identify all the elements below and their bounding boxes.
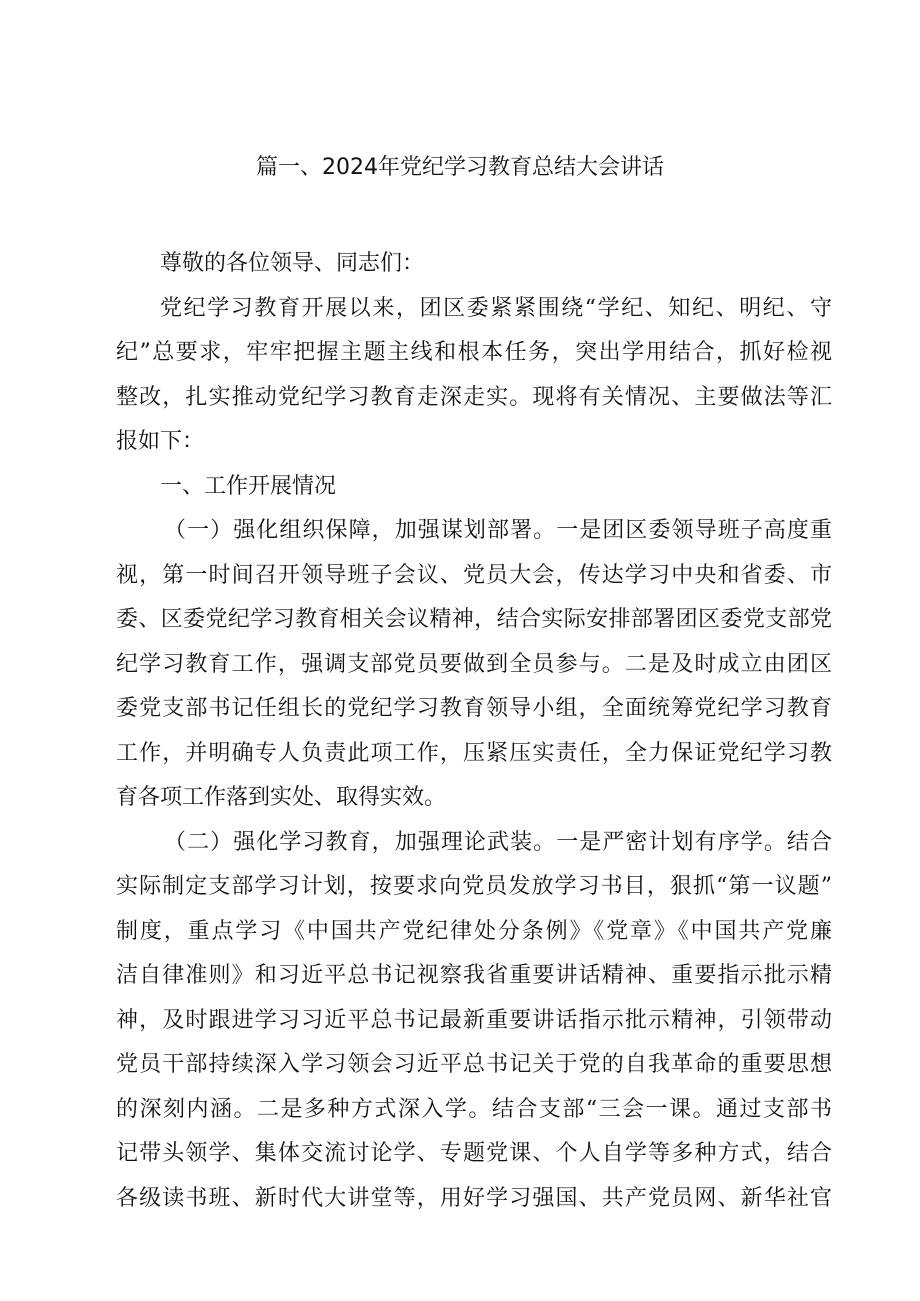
paragraph-line: 党员干部持续深入学习领会习近平总书记关于党的自我革命的重要思想 xyxy=(116,1052,832,1077)
paragraph-line: 报如下： xyxy=(116,429,205,454)
paragraph-line: 纪”总要求，牢牢把握主题主线和根本任务，突出学用结合，抓好检视 xyxy=(116,340,832,365)
paragraph-line: 各级读书班、新时代大讲堂等，用好学习强国、共产党员网、新华社官 xyxy=(116,1185,832,1211)
section-heading: 一、工作开展情况 xyxy=(160,473,337,499)
paragraph-line: 委党支部书记任组长的党纪学习教育领导小组，全面统筹党纪学习教育 xyxy=(116,696,832,721)
paragraph-line: 制度，重点学习《中国共产党纪律处分条例》《党章》《中国共产党廉 xyxy=(116,918,832,944)
paragraph-line: 育各项工作落到实处、取得实效。 xyxy=(116,785,447,810)
paragraph-line: 洁自律准则》和习近平总书记视察我省重要讲话精神、重要指示批示精 xyxy=(116,963,832,988)
salutation-line: 尊敬的各位领导、同志们： xyxy=(160,251,425,276)
document-title: 篇一、2024年党纪学习教育总结大会讲话 xyxy=(256,155,664,180)
paragraph-line: 的深刻内涵。二是多种方式深入学。结合支部“三会一课。通过支部书 xyxy=(116,1096,832,1122)
paragraph-line: 实际制定支部学习计划，按要求向党员发放学习书目，狠抓“第一议题” xyxy=(116,874,832,899)
paragraph-line: （二）强化学习教育，加强理论武装。一是严密计划有序学。结合 xyxy=(164,829,832,855)
paragraph-line: 纪学习教育工作，强调支部党员要做到全员参与。二是及时成立由团区 xyxy=(116,651,832,677)
paragraph-line: 记带头领学、集体交流讨论学、专题党课、个人自学等多种方式，结合 xyxy=(116,1141,832,1166)
document-body xyxy=(116,242,832,1221)
paragraph-line: 工作，并明确专人负责此项工作，压紧压实责任，全力保证党纪学习教 xyxy=(116,740,832,766)
paragraph-line: 委、区委党纪学习教育相关会议精神，结合实际安排部署团区委党支部党 xyxy=(116,607,832,632)
paragraph-line: 整改，扎实推动党纪学习教育走深走实。现将有关情况、主要做法等汇 xyxy=(116,384,832,410)
paragraph-line: 视，第一时间召开领导班子会议、党员大会，传达学习中央和省委、市 xyxy=(116,562,832,588)
paragraph-line: （一）强化组织保障，加强谋划部署。一是团区委领导班子高度重 xyxy=(164,518,832,543)
paragraph-line: 神，及时跟进学习习近平总书记最新重要讲话指示批示精神，引领带动 xyxy=(116,1007,832,1033)
paragraph-line: 党纪学习教育开展以来，团区委紧紧围绕“学纪、知纪、明纪、守 xyxy=(160,295,832,321)
